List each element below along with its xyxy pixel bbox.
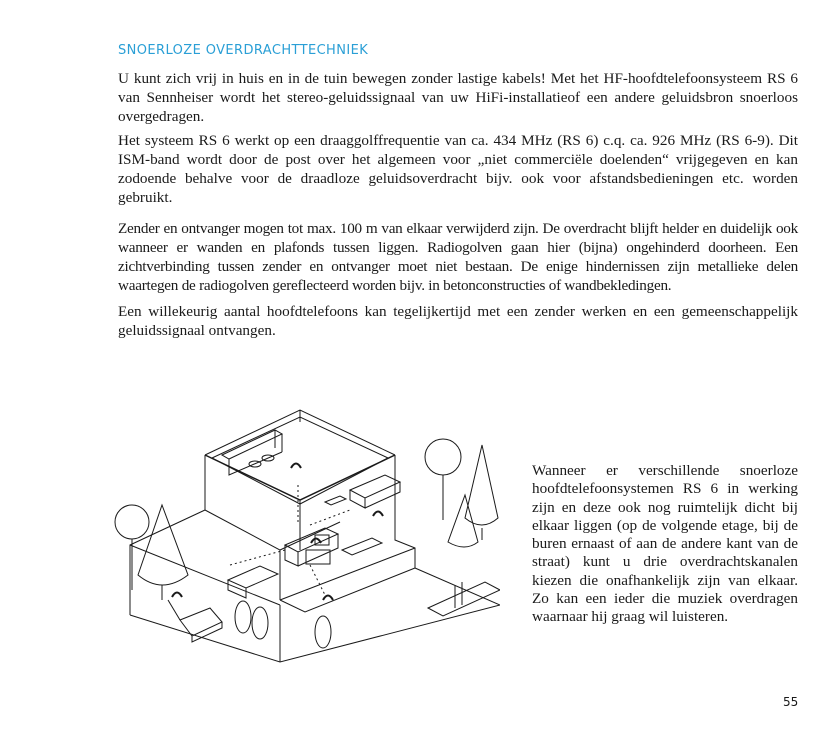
range-paragraph: Zender en ontvanger mogen tot max. 100 m van elkaar verwijderd zijn. De overdracht blijft helder en duidelijk ook wanneer er wanden en plafonds tussen liggen. Radiogolven gaan hier (bijna) ongehinderd doorheen. Een zichtverbinding tussen zender en ontvanger moet niet bestaan. De enige hindernissen zijn metallieke delen waartegen de radiogolven gereflecteerd worden bijv. in betonconstructies of wandbekledingen. [118,220,798,294]
radio-wave-lines [230,485,350,595]
section-heading: SNOERLOZE OVERDRACHTTECHNIEK [118,43,369,58]
headphones-icons [172,464,383,601]
house-walls [130,410,415,662]
page-number: 55 [783,695,799,709]
house-illustration [110,400,500,670]
multi-headphone-paragraph: Een willekeurig aantal hoofdtelefoons kan tegelijkertijd met een zender werken en een gemeenschappelijk geluidssignaal ontvangen. [118,303,798,339]
swimming-pool [428,582,500,616]
intro-paragraph: U kunt zich vrij in huis en in de tuin bewegen zonder lastige kabels! Met het HF-hoofdtelefoonsysteem RS 6 van Sennheiser wordt het stereo-geluidssignaal van uw HiFi-installatieof een andere geluidsbron snoerloos overgedragen. [118,70,798,125]
frequency-paragraph: Het systeem RS 6 werkt op een draaggolffrequentie van ca. 434 MHz (RS 6) c.q. ca. 926 MHz (RS 6-9). Dit ISM-band wordt door de post over het algemeen voor „niet commerciële doelenden“ vrijgegeven en kan zodoende behalve voor de draadloze geluidsoverdracht bijv. ook voor afstandsbedieningen etc. worden gebruikt. [118,132,798,206]
channels-paragraph: Wanneer er verschillende snoerloze hoofdtelefoonsystemen RS 6 in werking zijn en deze ook nog ruimtelijk dicht bij elkaar liggen (op de volgende etage, bij de buren ernaast of aan de andere kant van de straat) kunt u drie overdrachtskanalen kiezen die onafhankelijk zijn van elkaar. Zo kan een ieder die muziek overdragen waarnaar hij graag wil luisteren. [532,462,798,626]
trees [115,439,498,648]
bedroom-furniture [325,475,400,508]
